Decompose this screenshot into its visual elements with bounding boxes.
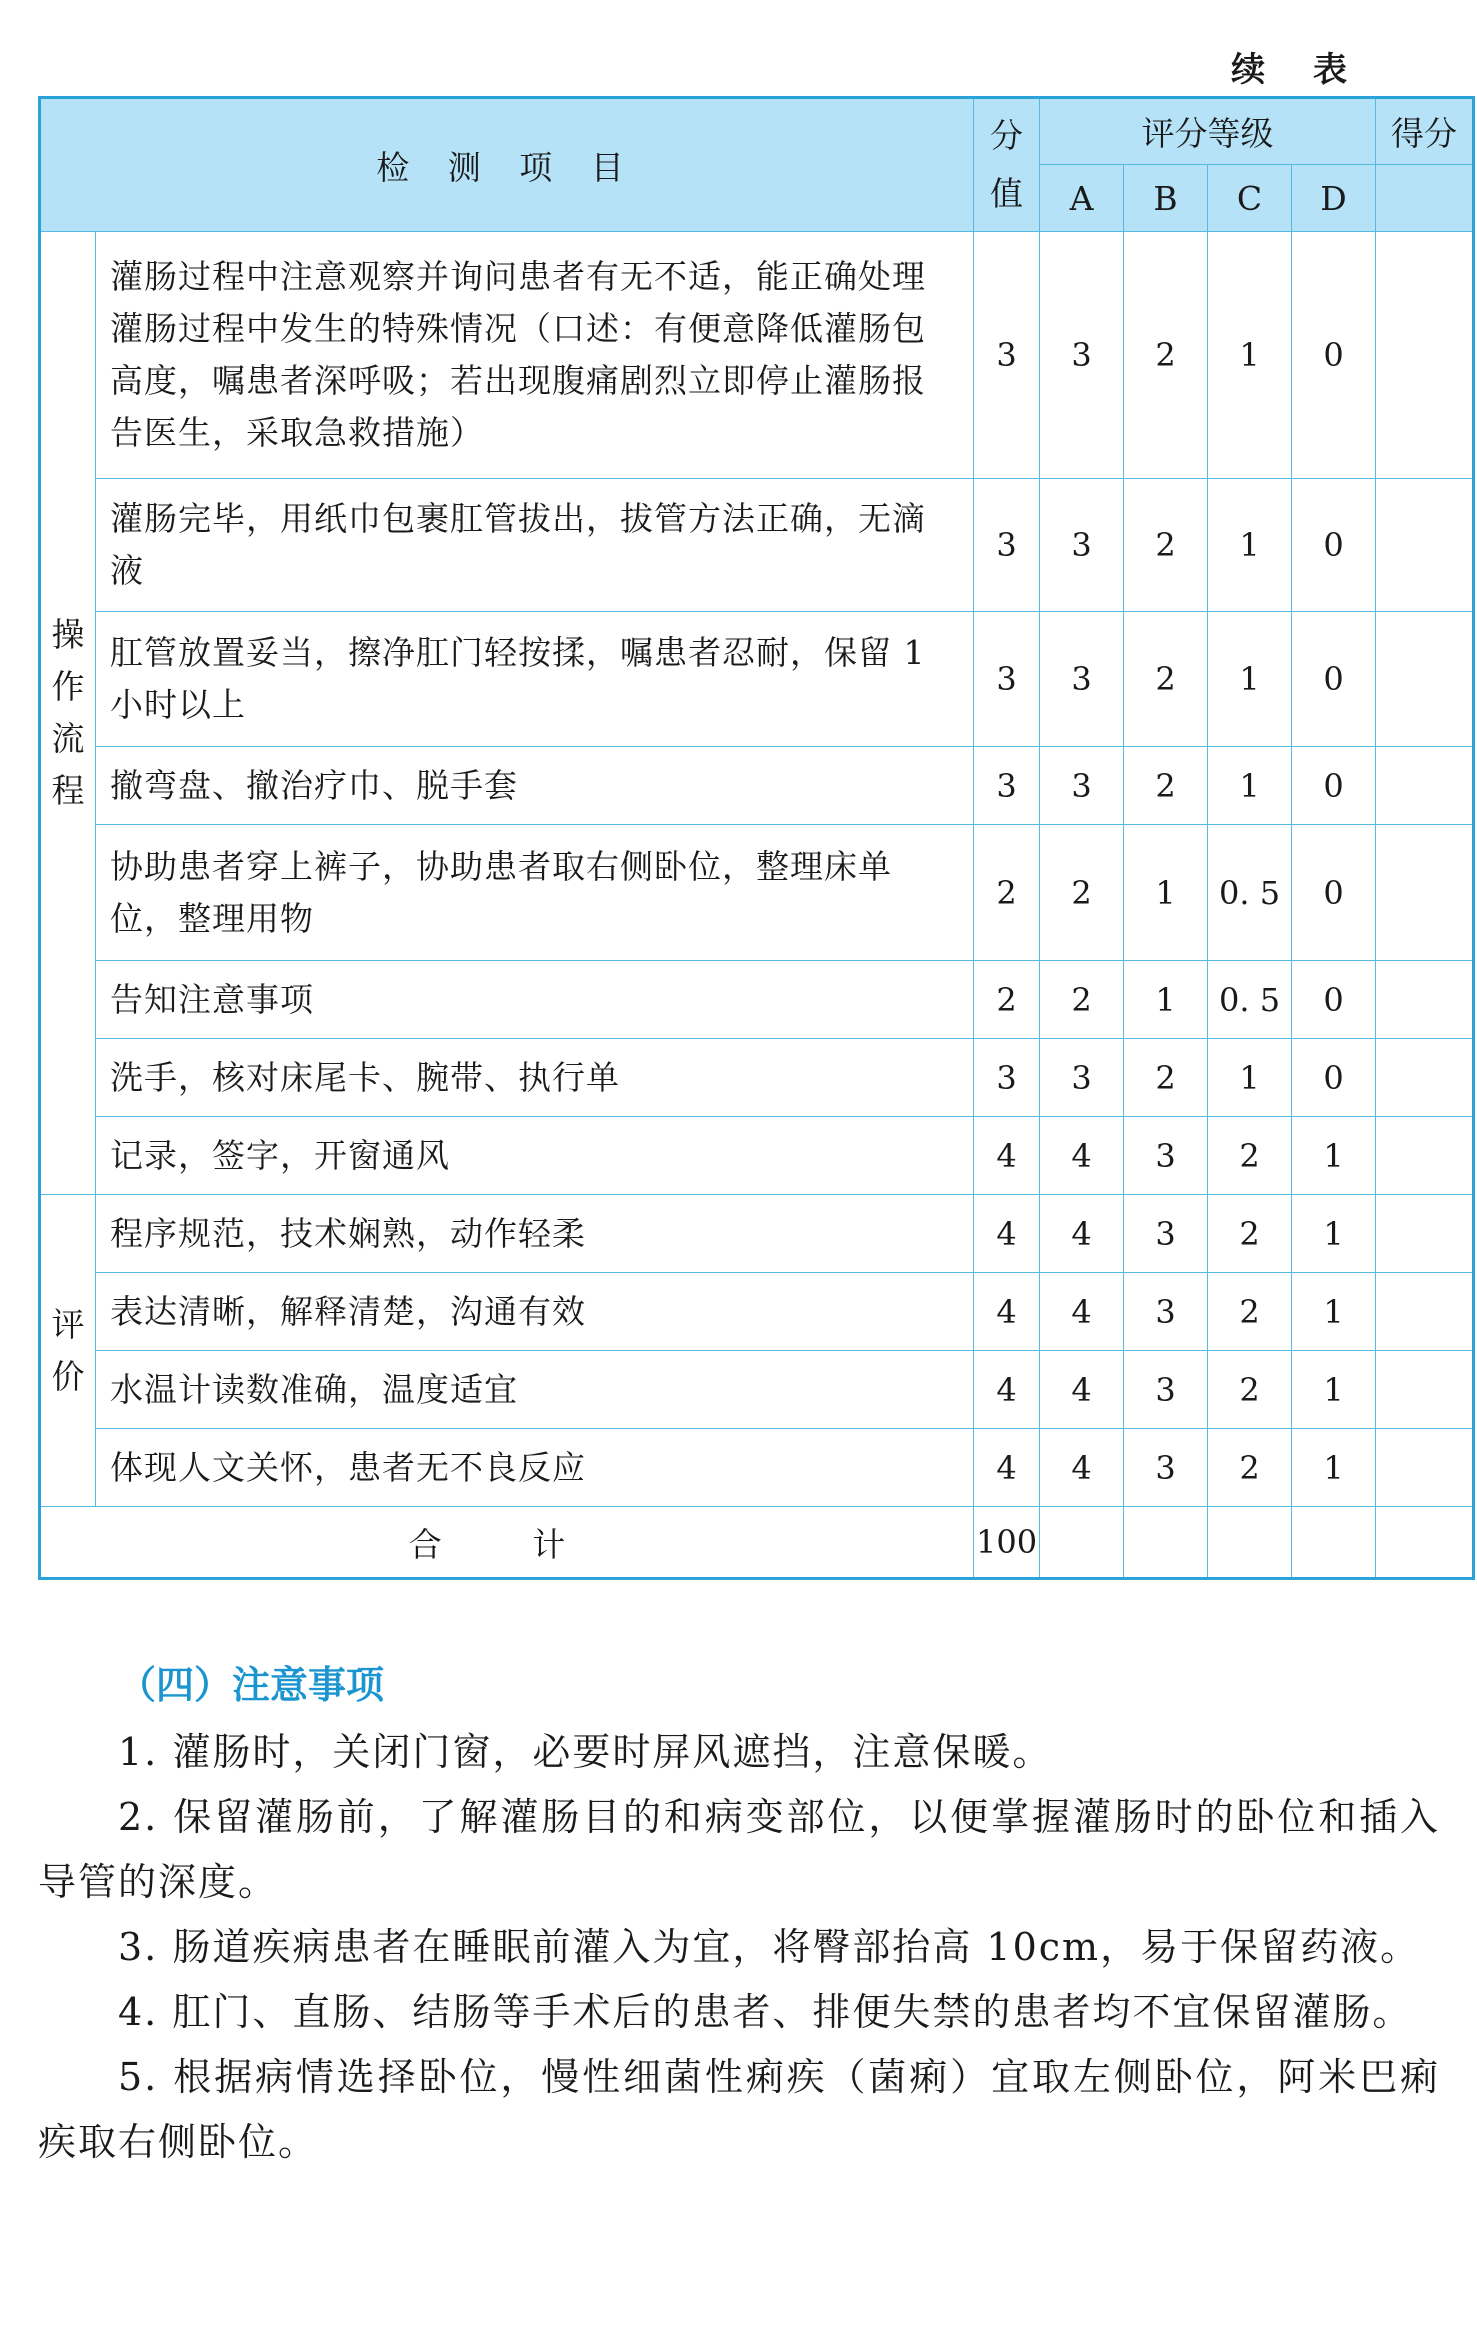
row-obtained (1376, 825, 1474, 961)
row-obtained (1376, 1195, 1474, 1273)
row-grade-a: 2 (1040, 961, 1124, 1039)
header-obtained: 得分 (1376, 98, 1474, 165)
row-obtained (1376, 612, 1474, 747)
row-grade-c: 1 (1208, 612, 1292, 747)
row-grade-c: 2 (1208, 1351, 1292, 1429)
table-row (40, 961, 1474, 1039)
row-grade-d: 0 (1292, 825, 1376, 961)
row-score: 4 (974, 1351, 1040, 1429)
header-grade-a: A (1040, 165, 1124, 232)
row-score: 3 (974, 479, 1040, 612)
row-grade-d: 1 (1292, 1351, 1376, 1429)
total-grade-c (1208, 1507, 1292, 1579)
row-grade-a: 4 (1040, 1273, 1124, 1351)
row-grade-d: 0 (1292, 612, 1376, 747)
row-score: 3 (974, 232, 1040, 479)
category-operation: 操 作 流 程 (40, 232, 96, 1195)
row-obtained (1376, 1351, 1474, 1429)
row-score: 4 (974, 1117, 1040, 1195)
note-item: 1. 灌肠时，关闭门窗，必要时屏风遮挡，注意保暖。 (118, 1730, 1053, 1774)
table-row (40, 232, 1474, 479)
row-grade-a: 4 (1040, 1117, 1124, 1195)
row-grade-c: 1 (1208, 1039, 1292, 1117)
row-grade-a: 4 (1040, 1429, 1124, 1507)
table-row (40, 1273, 1474, 1351)
category-evaluation: 评 价 (40, 1195, 96, 1507)
row-grade-c: 0. 5 (1208, 825, 1292, 961)
row-item: 协助患者穿上裤子，协助患者取右侧卧位，整理床单位，整理用物 (96, 825, 974, 961)
row-grade-d: 0 (1292, 479, 1376, 612)
row-obtained (1376, 1117, 1474, 1195)
row-item: 记录，签字，开窗通风 (96, 1117, 974, 1195)
row-grade-b: 2 (1124, 612, 1208, 747)
row-item: 灌肠完毕，用纸巾包裹肛管拔出，拔管方法正确，无滴液 (96, 479, 974, 612)
row-grade-b: 1 (1124, 961, 1208, 1039)
row-grade-b: 3 (1124, 1117, 1208, 1195)
continued-label: 续 表 (1231, 50, 1365, 90)
note-item: 4. 肛门、直肠、结肠等手术后的患者、排便失禁的患者均不宜保留灌肠。 (118, 1990, 1413, 2034)
row-grade-d: 0 (1292, 747, 1376, 825)
row-grade-a: 3 (1040, 612, 1124, 747)
header-obtained-sub (1376, 165, 1474, 232)
row-grade-d: 0 (1292, 232, 1376, 479)
row-grade-b: 3 (1124, 1195, 1208, 1273)
row-item: 洗手，核对床尾卡、腕带、执行单 (96, 1039, 974, 1117)
row-item: 体现人文关怀，患者无不良反应 (96, 1429, 974, 1507)
row-score: 2 (974, 961, 1040, 1039)
row-grade-d: 1 (1292, 1429, 1376, 1507)
row-grade-a: 3 (1040, 747, 1124, 825)
header-item: 检 测 项 目 (40, 98, 974, 232)
total-label: 合 计 (40, 1507, 974, 1579)
row-grade-b: 2 (1124, 747, 1208, 825)
row-grade-c: 2 (1208, 1273, 1292, 1351)
table-row (40, 1429, 1474, 1507)
table-row (40, 1195, 1474, 1273)
total-row (40, 1507, 1474, 1579)
row-score: 3 (974, 747, 1040, 825)
row-grade-b: 2 (1124, 1039, 1208, 1117)
row-grade-a: 4 (1040, 1351, 1124, 1429)
row-grade-b: 3 (1124, 1273, 1208, 1351)
table-row (40, 1117, 1474, 1195)
row-score: 3 (974, 1039, 1040, 1117)
row-grade-d: 1 (1292, 1117, 1376, 1195)
table-row (40, 825, 1474, 961)
row-score: 4 (974, 1273, 1040, 1351)
note-item: 2. 保留灌肠前，了解灌肠目的和病变部位，以便掌握灌肠时的卧位和插入导管的深度。 (38, 1795, 1440, 1904)
row-item: 水温计读数准确，温度适宜 (96, 1351, 974, 1429)
row-grade-a: 3 (1040, 1039, 1124, 1117)
row-score: 4 (974, 1195, 1040, 1273)
row-score: 4 (974, 1429, 1040, 1507)
row-grade-c: 1 (1208, 747, 1292, 825)
row-grade-c: 2 (1208, 1195, 1292, 1273)
row-item: 肛管放置妥当，擦净肛门轻按揉，嘱患者忍耐，保留 1 小时以上 (96, 612, 974, 747)
row-grade-b: 2 (1124, 479, 1208, 612)
table-row (40, 747, 1474, 825)
row-grade-b: 3 (1124, 1351, 1208, 1429)
table-row (40, 479, 1474, 612)
header-grade-c: C (1208, 165, 1292, 232)
row-obtained (1376, 1273, 1474, 1351)
row-grade-d: 0 (1292, 1039, 1376, 1117)
table-row (40, 612, 1474, 747)
header-score: 分 值 (974, 98, 1040, 232)
row-item: 撤弯盘、撤治疗巾、脱手套 (96, 747, 974, 825)
row-grade-d: 1 (1292, 1195, 1376, 1273)
row-grade-b: 1 (1124, 825, 1208, 961)
total-grade-b (1124, 1507, 1208, 1579)
total-grade-d (1292, 1507, 1376, 1579)
row-obtained (1376, 1429, 1474, 1507)
note-item: 5. 根据病情选择卧位，慢性细菌性痢疾（菌痢）宜取左侧卧位，阿米巴痢疾取右侧卧位。 (38, 2055, 1440, 2164)
row-obtained (1376, 479, 1474, 612)
row-grade-c: 2 (1208, 1117, 1292, 1195)
header-grade: 评分等级 (1040, 98, 1376, 165)
total-grade-a (1040, 1507, 1124, 1579)
row-grade-c: 2 (1208, 1429, 1292, 1507)
row-grade-a: 3 (1040, 479, 1124, 612)
header-grade-b: B (1124, 165, 1208, 232)
row-item: 程序规范，技术娴熟，动作轻柔 (96, 1195, 974, 1273)
table-row (40, 1039, 1474, 1117)
row-grade-d: 1 (1292, 1273, 1376, 1351)
row-obtained (1376, 232, 1474, 479)
row-obtained (1376, 961, 1474, 1039)
header-grade-d: D (1292, 165, 1376, 232)
row-grade-a: 3 (1040, 232, 1124, 479)
row-obtained (1376, 747, 1474, 825)
total-score: 100 (974, 1507, 1040, 1579)
row-score: 3 (974, 612, 1040, 747)
row-grade-b: 3 (1124, 1429, 1208, 1507)
row-item: 表达清晰，解释清楚，沟通有效 (96, 1273, 974, 1351)
row-grade-a: 4 (1040, 1195, 1124, 1273)
row-grade-c: 1 (1208, 232, 1292, 479)
scoring-table (38, 96, 1475, 1580)
row-grade-b: 2 (1124, 232, 1208, 479)
row-grade-d: 0 (1292, 961, 1376, 1039)
note-item: 3. 肠道疾病患者在睡眠前灌入为宜，将臀部抬高 10cm，易于保留药液。 (118, 1925, 1421, 1969)
row-item: 灌肠过程中注意观察并询问患者有无不适，能正确处理灌肠过程中发生的特殊情况（口述：有便意降低灌肠包高度，嘱患者深呼吸；若出现腹痛剧烈立即停止灌肠报告医生，采取急救措施） (96, 232, 974, 479)
table-row (40, 1351, 1474, 1429)
row-grade-c: 0. 5 (1208, 961, 1292, 1039)
total-obtained (1376, 1507, 1474, 1579)
row-obtained (1376, 1039, 1474, 1117)
row-item: 告知注意事项 (96, 961, 974, 1039)
notes-section (38, 1650, 1440, 2175)
row-grade-a: 2 (1040, 825, 1124, 961)
notes-heading: （四）注意事项 (118, 1662, 385, 1707)
row-score: 2 (974, 825, 1040, 961)
row-grade-c: 1 (1208, 479, 1292, 612)
